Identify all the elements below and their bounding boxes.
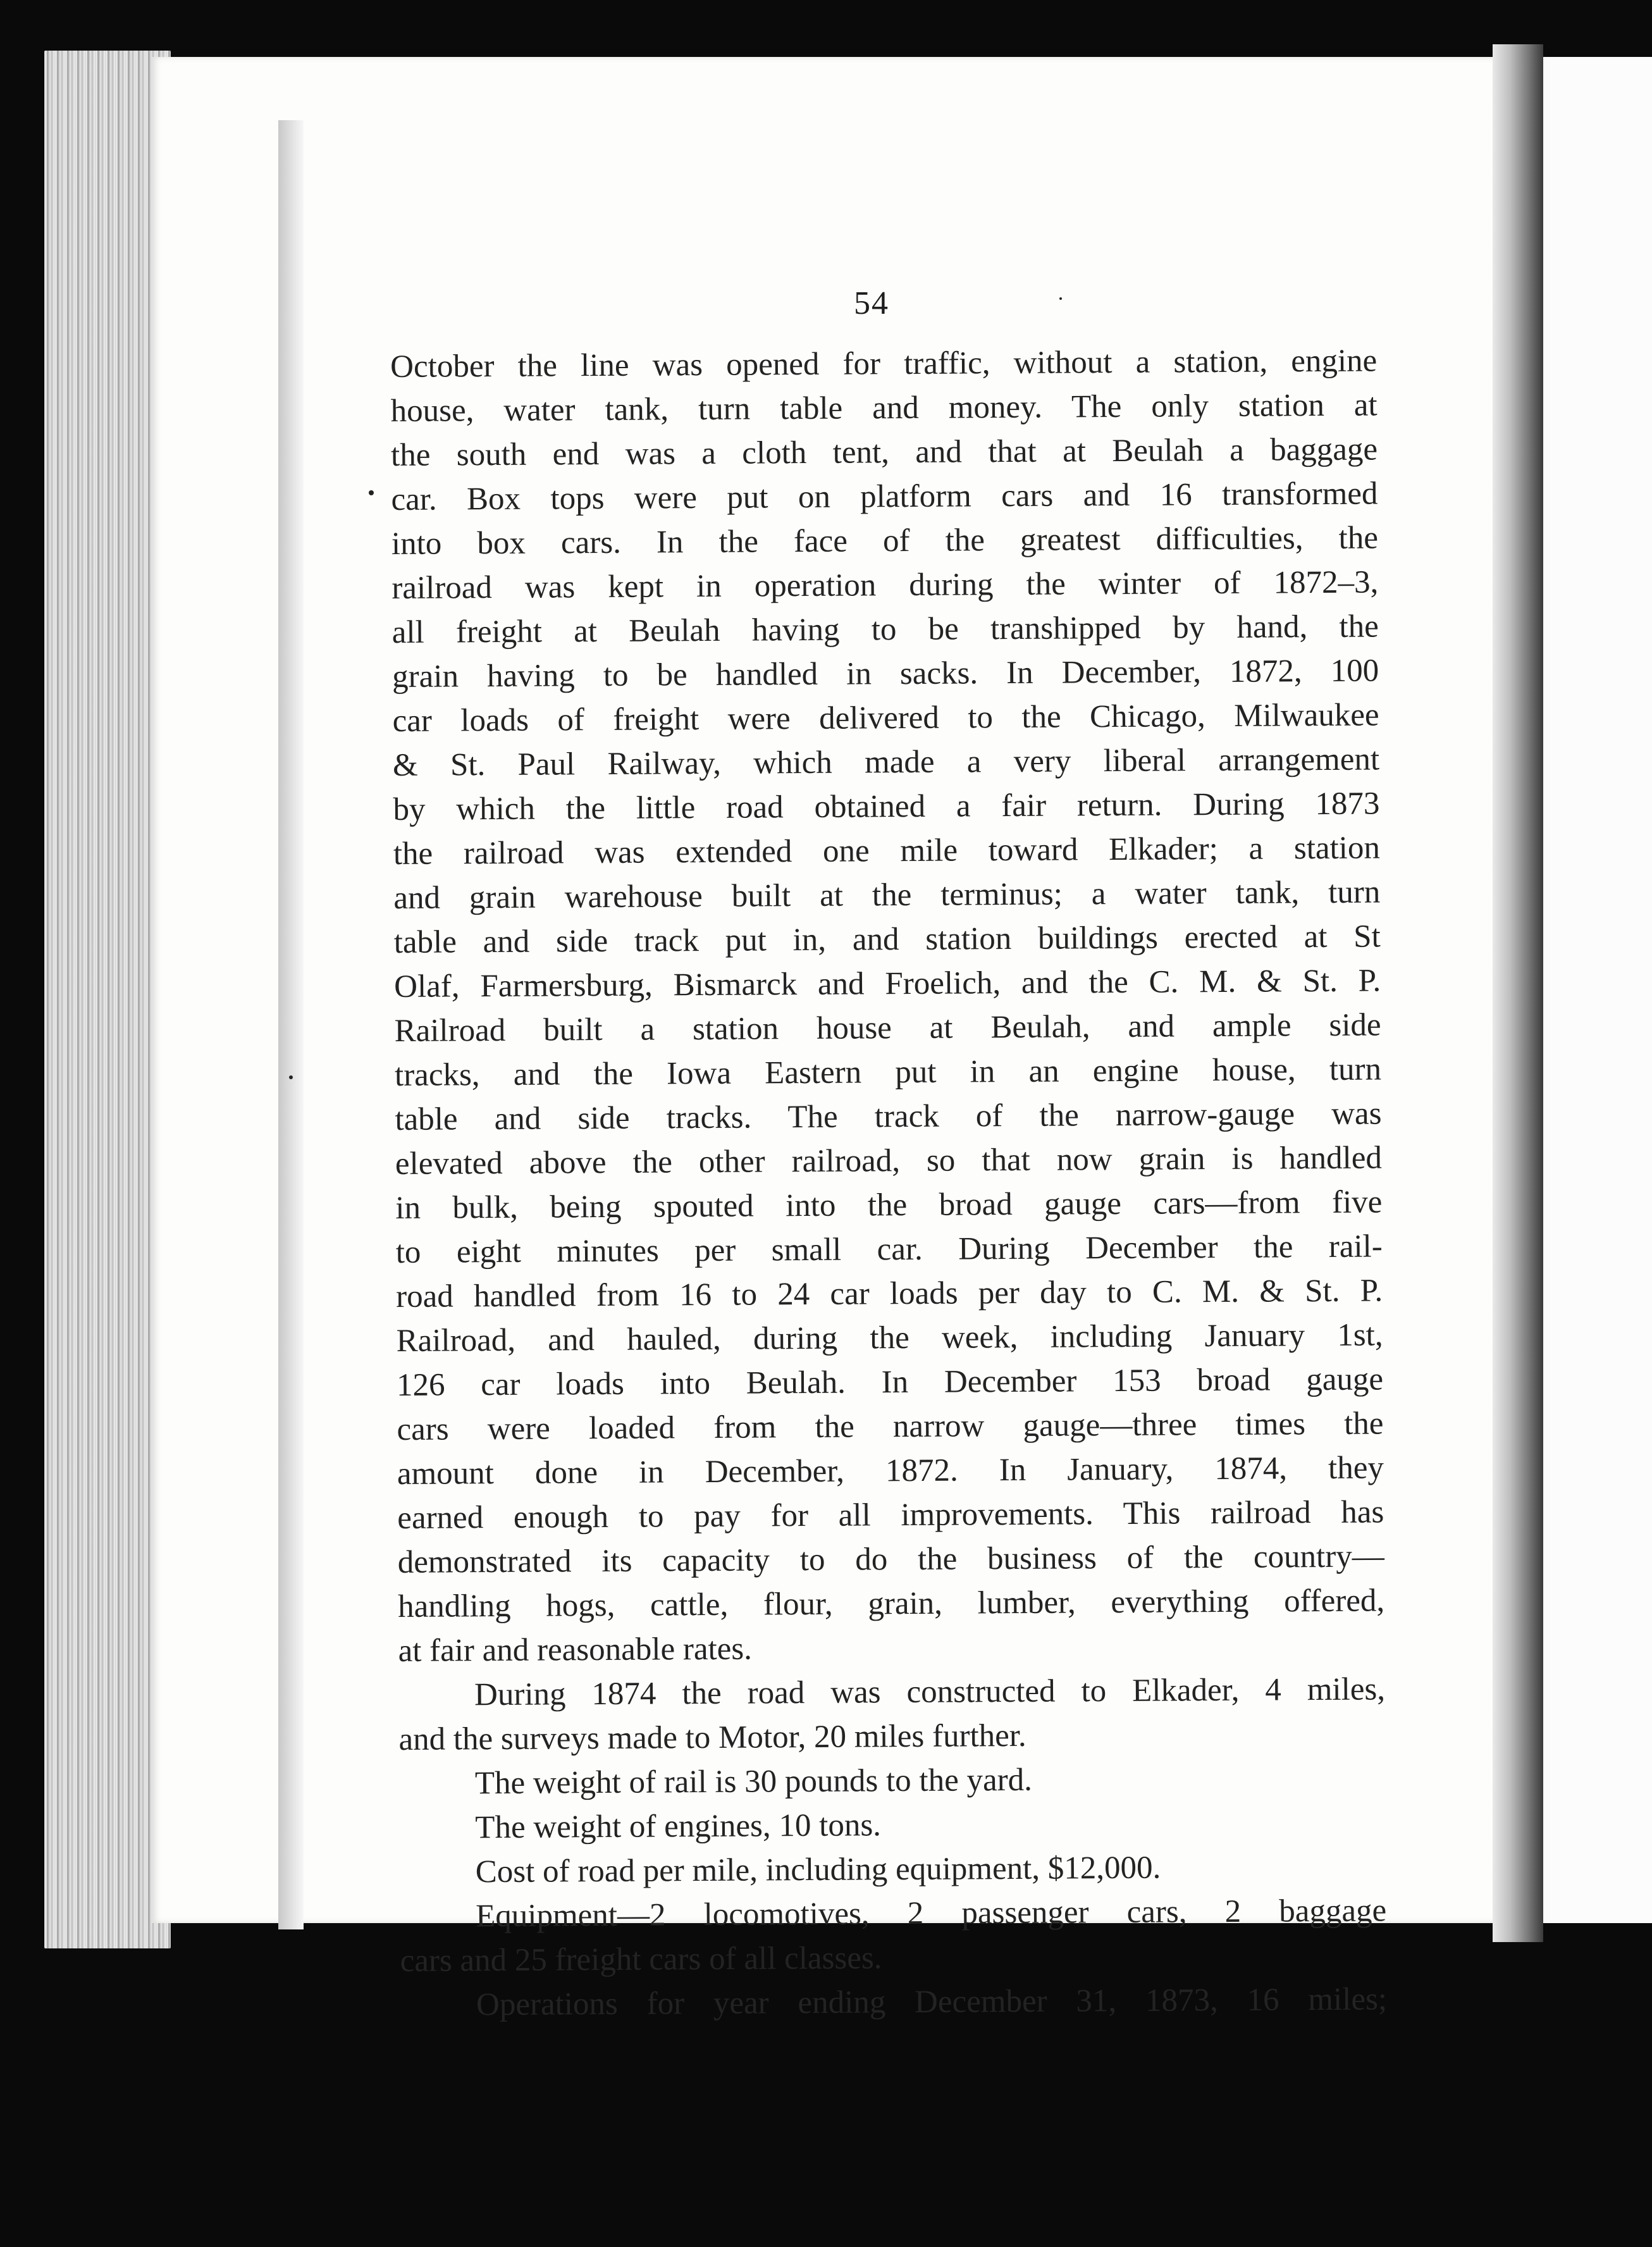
text-line: Railroad built a station house at Beulah, and ample side <box>394 1007 1381 1049</box>
page-number: 54 <box>854 285 889 321</box>
text-line: elevated above the other railroad, so that now grain is handled <box>395 1140 1383 1182</box>
text-line: to eight minutes per small car. During December the rail- <box>395 1229 1383 1270</box>
text-line: into box cars. In the face of the greatest difficulties, the <box>391 520 1379 562</box>
text-line: car loads of freight were delivered to the Chicago, Milwaukee <box>392 697 1379 739</box>
text-line: Operations for year ending December 31, 1873, 16 miles; <box>476 1981 1388 2023</box>
text-line: house, water tank, turn table and money. The only station at <box>390 387 1378 429</box>
text-line: cars were loaded from the narrow gauge—three times the <box>397 1406 1384 1447</box>
text-line: road handled from 16 to 24 car loads per day to C. M. & St. P. <box>396 1273 1383 1315</box>
text-line: at fair and reasonable rates. <box>398 1631 753 1669</box>
text-line: the railroad was extended one mile toward Elkader; a station <box>393 830 1381 872</box>
text-line: Railroad, and hauled, during the week, including January 1st, <box>396 1317 1383 1359</box>
text-line: amount done in December, 1872. In January, 1874, they <box>397 1450 1384 1492</box>
right-binding-edge <box>1493 44 1543 1942</box>
text-line: grain having to be handled in sacks. In December, 1872, 100 <box>392 653 1379 695</box>
text-line: the south end was a cloth tent, and that at Beulah a baggage <box>390 431 1378 473</box>
text-line: table and side tracks. The track of the narrow-gauge was <box>395 1096 1382 1137</box>
text-line: tracks, and the Iowa Eastern put in an engine house, turn <box>394 1051 1382 1093</box>
body-text <box>390 338 1387 2027</box>
text-line: and the surveys made to Motor, 20 miles further. <box>398 1718 1026 1757</box>
text-line: car. Box tops were put on platform cars and 16 transformed <box>391 476 1378 517</box>
ink-speck <box>369 490 374 495</box>
text-line: earned enough to pay for all improvements. This railroad has <box>397 1494 1384 1536</box>
text-line: The weight of engines, 10 tons. <box>475 1807 882 1846</box>
text-line: Olaf, Farmersburg, Bismarck and Froelich, and the C. M. & St. P. <box>394 963 1381 1005</box>
page-gutter-shadow <box>278 120 304 1929</box>
ink-speck <box>1059 297 1062 300</box>
text-line: The weight of rail is 30 pounds to the yard. <box>474 1762 1033 1802</box>
text-line: all freight at Beulah having to be transhipped by hand, the <box>391 609 1379 650</box>
text-line: by which the little road obtained a fair return. During 1873 <box>393 786 1380 827</box>
text-line: & St. Paul Railway, which made a very liberal arrangement <box>392 741 1380 783</box>
text-line: table and side track put in, and station buildings erected at St <box>393 919 1381 960</box>
text-line: October the line was opened for traffic, without a station, engine <box>390 343 1378 385</box>
text-line: railroad was kept in operation during the winter of 1872–3, <box>391 564 1379 606</box>
text-line: and grain warehouse built at the terminus; a water tank, turn <box>393 874 1381 916</box>
text-line: cars and 25 freight cars of all classes. <box>400 1940 882 1979</box>
text-line: 126 car loads into Beulah. In December 153 broad gauge <box>396 1361 1384 1403</box>
text-line: Cost of road per mile, including equipment, $12,000. <box>475 1850 1161 1890</box>
text-line: demonstrated its capacity to do the business of the country— <box>397 1538 1384 1580</box>
facing-page-edge <box>1543 57 1652 1923</box>
text-line: During 1874 the road was constructed to Elkader, 4 miles, <box>474 1671 1386 1713</box>
text-line: in bulk, being spouted into the broad gauge cars—from five <box>395 1184 1383 1226</box>
ink-speck <box>289 1075 293 1079</box>
text-line: handling hogs, cattle, flour, grain, lumber, everything offered, <box>398 1583 1385 1625</box>
text-line: Equipment—2 locomotives, 2 passenger cars, 2 baggage <box>476 1893 1387 1934</box>
